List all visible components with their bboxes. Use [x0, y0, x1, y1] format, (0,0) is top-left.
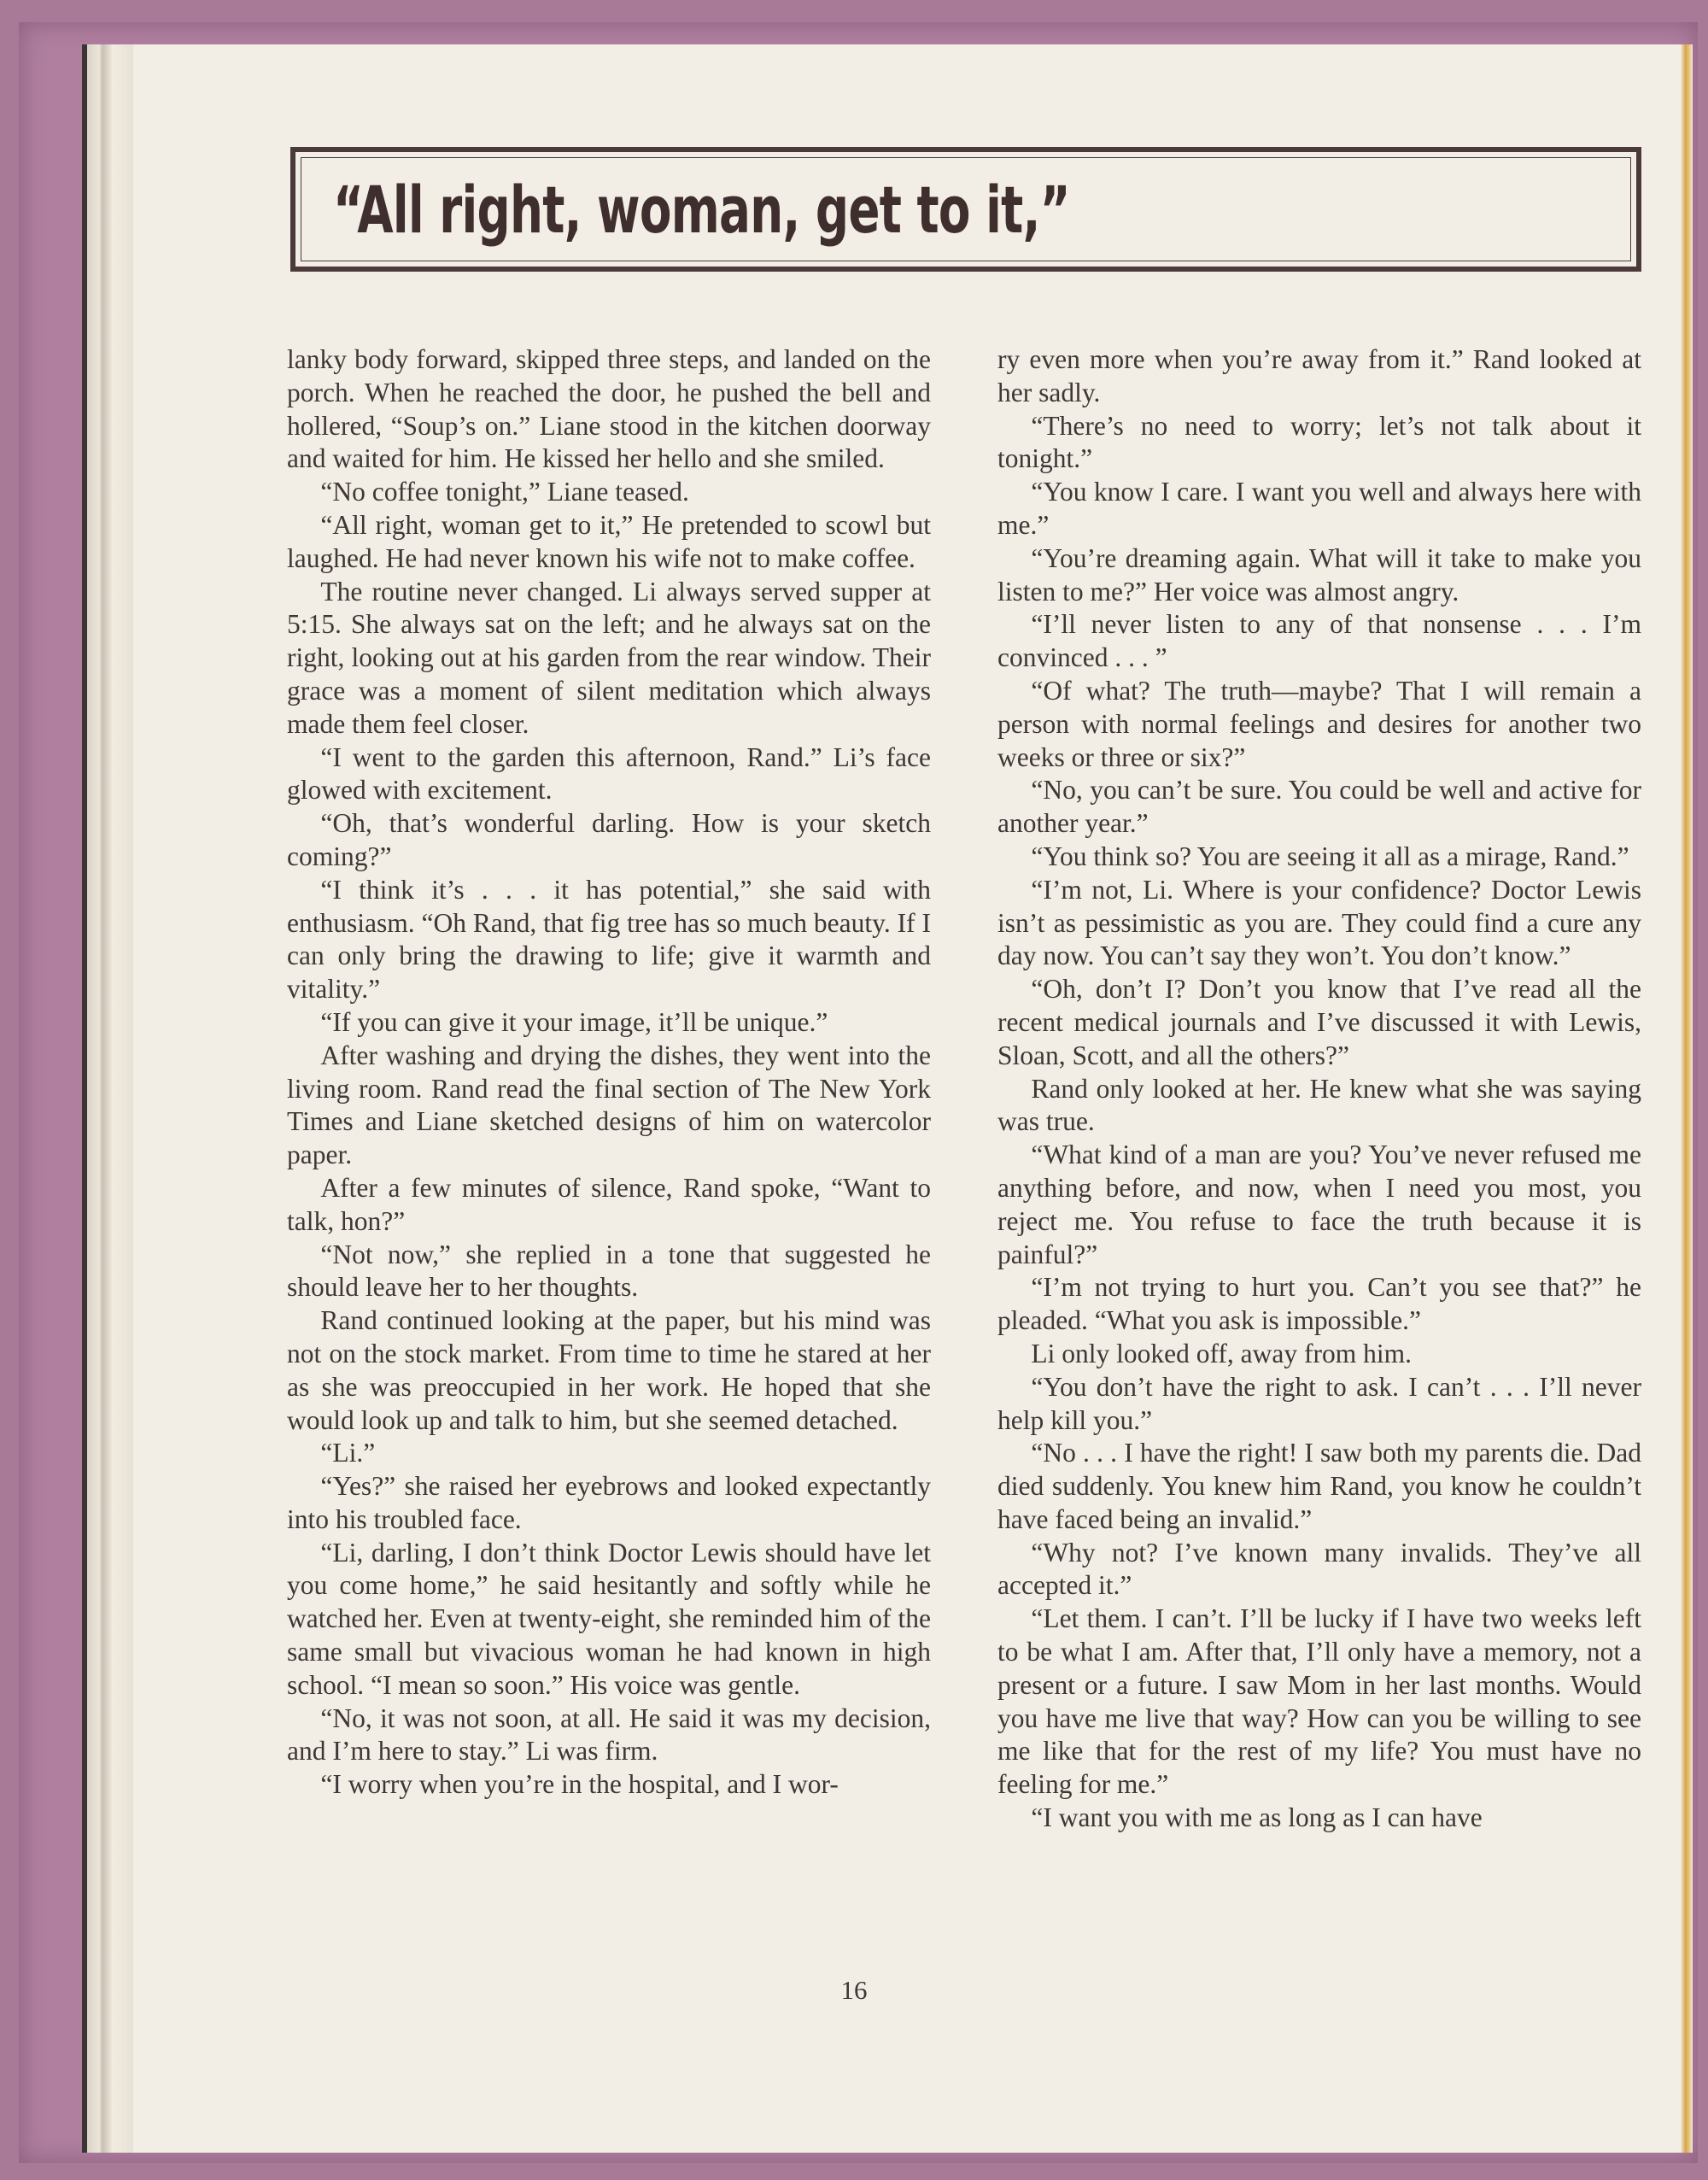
paragraph: “Not now,” she replied in a tone that suggested he should leave her to her thoughts.	[287, 1239, 931, 1303]
paragraph: “I worry when you’re in the hospital, and I wor-	[320, 1769, 839, 1800]
page-title: “All right, woman, get to it,”	[333, 171, 1070, 248]
paragraph: “I went to the garden this afternoon, Rand.” Li’s face glowed with excitement.	[287, 741, 931, 806]
title-box	[290, 147, 1641, 272]
paragraph: Rand only looked at her. He knew what she was saying was true.	[997, 1073, 1641, 1137]
paragraph: The routine never changed. Li always served supper at 5:15. She always sat on the left; and he always sat on the right, looking out at his garden from the rear window. Their grace was a moment of silent meditation which always made them feel closer.	[287, 576, 931, 739]
paragraph: “No . . . I have the right! I saw both my parents die. Dad died suddenly. You knew him Rand, you know he couldn’t have faced being an invalid.”	[997, 1438, 1641, 1534]
paragraph: “I want you with me as long as I can have	[1031, 1802, 1483, 1833]
left-column	[287, 343, 931, 1802]
paragraph: “What kind of a man are you? You’ve never refused me anything before, and now, when I need you most, you reject me. You refuse to face the truth because it is painful?”	[997, 1140, 1641, 1269]
paragraph: “No coffee tonight,” Liane teased.	[320, 477, 689, 507]
paragraph: “Of what? The truth—maybe? That I will remain a person with normal feelings and desires for another two weeks or three or six?”	[997, 675, 1641, 772]
paragraph: “There’s no need to worry; let’s not talk about it tonight.”	[997, 410, 1641, 474]
paragraph: Li only looked off, away from him.	[1031, 1338, 1412, 1368]
paragraph: “No, it was not soon, at all. He said it was my decision, and I’m here to stay.” Li was firm.	[287, 1702, 931, 1767]
page-edge	[1681, 44, 1693, 2153]
paragraph: After a few minutes of silence, Rand spoke, “Want to talk, hon?”	[287, 1172, 931, 1236]
paragraph: “Li.”	[320, 1438, 376, 1468]
paragraph: “Why not? I’ve known many invalids. They’ve all accepted it.”	[997, 1537, 1641, 1601]
paragraph: “All right, woman get to it,” He pretended to scowl but laughed. He had never known his wife not to make coffee.	[287, 509, 931, 573]
paragraph: “No, you can’t be sure. You could be well and active for another year.”	[997, 775, 1641, 839]
paragraph: “You know I care. I want you well and always here with me.”	[997, 477, 1641, 540]
paragraph: “You don’t have the right to ask. I can’t . . . I’ll never help kill you.”	[997, 1371, 1641, 1435]
paragraph: “You think so? You are seeing it all as a mirage, Rand.”	[1031, 841, 1629, 871]
paragraph: “You’re dreaming again. What will it take to make you listen to me?” Her voice was almost angry.	[997, 542, 1641, 607]
paragraph: “I think it’s . . . it has potential,” she said with enthusiasm. “Oh Rand, that fig tree has so much beauty. If I can only bring the drawing to life; give it warmth and vitality.”	[287, 874, 931, 1005]
paragraph: “Oh, that’s wonderful darling. How is your sketch coming?”	[287, 808, 931, 871]
paragraph: “I’m not, Li. Where is your confidence? Doctor Lewis isn’t as pessimistic as you are. They could find a cure any day now. You can’t say they won’t. You don’t know.”	[997, 874, 1641, 971]
paragraph: lanky body forward, skipped three steps, and landed on the porch. When he reached the door, he pushed the bell and hollered, “Soup’s on.” Liane stood in the kitchen doorway and waited for him. He kissed her hello and she smiled.	[287, 344, 931, 474]
paragraph: ry even more when you’re away from it.” Rand looked at her sadly.	[997, 344, 1641, 407]
paragraph: “I’m not trying to hurt you. Can’t you see that?” he pleaded. “What you ask is impossible.”	[997, 1272, 1641, 1336]
paragraph: “If you can give it your image, it’ll be unique.”	[320, 1006, 828, 1037]
paragraph: “Oh, don’t I? Don’t you know that I’ve read all the recent medical journals and I’ve discussed it with Lewis, Sloan, Scott, and all the others?”	[997, 974, 1641, 1070]
right-column	[997, 343, 1641, 1835]
page-number: 16	[840, 1975, 868, 2005]
paragraph: “Li, darling, I don’t think Doctor Lewis should have let you come home,” he said hesitantly and softly while he watched her. Even at twenty-eight, she reminded him of the same small but vivacious woman he had known in high school. “I mean so soon.” His voice was gentle.	[287, 1537, 931, 1700]
paragraph: After washing and drying the dishes, they went into the living room. Rand read the final section of The New York Times and Liane sketched designs of him on watercolor paper.	[287, 1040, 931, 1170]
gutter	[82, 44, 133, 2153]
paragraph: “I’ll never listen to any of that nonsense . . . I’m convinced . . . ”	[997, 609, 1641, 673]
paragraph: “Let them. I can’t. I’ll be lucky if I have two weeks left to be what I am. After that, I’ll only have a memory, not a present or a future. I saw Mom in her last months. Would you have me live that way? How can you be willing to see me like that for the rest of my life? You must have no feeling for me.”	[997, 1603, 1641, 1800]
paragraph: Rand continued looking at the paper, but his mind was not on the stock market. From time to time he stared at her as she was preoccupied in her work. He hoped that she would look up and talk to him, but she seemed detached.	[287, 1305, 931, 1435]
paragraph: “Yes?” she raised her eyebrows and looked expectantly into his troubled face.	[287, 1471, 931, 1534]
